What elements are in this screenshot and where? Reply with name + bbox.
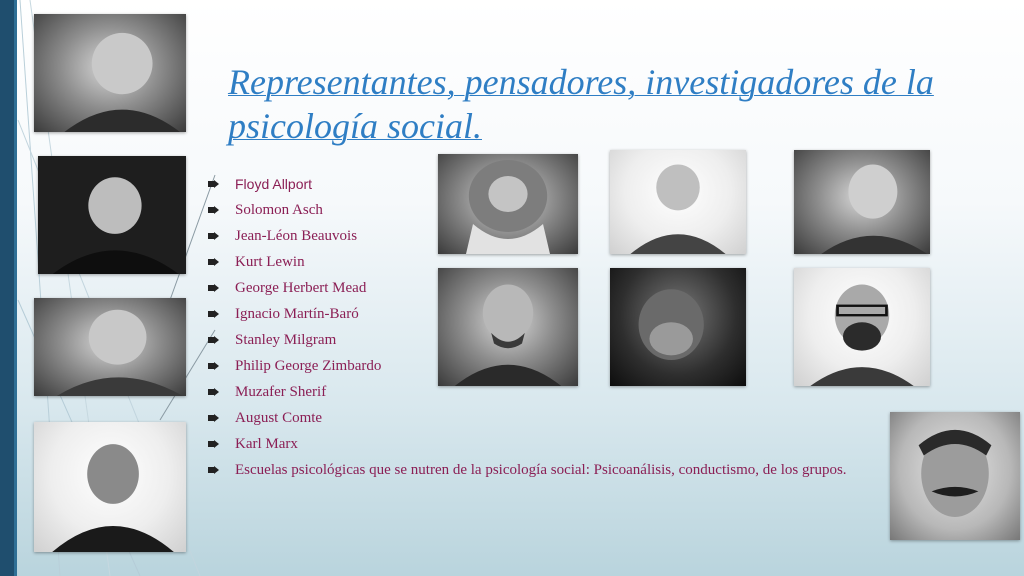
portrait-photo — [794, 150, 930, 254]
portrait-photo — [438, 268, 578, 386]
arrow-bullet-icon — [208, 258, 219, 266]
arrow-bullet-icon — [208, 284, 219, 292]
list-item-label: Escuelas psicológicas que se nutren de la psicología social: Psicoanálisis, conductismo, de los grupos. — [235, 461, 847, 478]
list-item — [208, 405, 847, 431]
portrait-photo — [38, 156, 186, 274]
arrow-bullet-icon — [208, 440, 219, 448]
arrow-bullet-icon — [208, 180, 219, 188]
arrow-bullet-icon — [208, 388, 219, 396]
arrow-bullet-icon — [208, 206, 219, 214]
list-item-label: Solomon Asch — [235, 201, 323, 218]
portrait-photo — [34, 298, 186, 396]
list-item-label: Floyd Allport — [235, 176, 313, 192]
portrait-photo — [610, 150, 746, 254]
portrait-photo — [610, 268, 746, 386]
list-item-label: Karl Marx — [235, 435, 298, 452]
arrow-bullet-icon — [208, 310, 219, 318]
portrait-photo — [794, 268, 930, 386]
list-item-label: Kurt Lewin — [235, 253, 305, 270]
list-item — [208, 431, 847, 457]
portrait-photo — [890, 412, 1020, 540]
list-item-label: Muzafer Sherif — [235, 383, 327, 400]
arrow-bullet-icon — [208, 336, 219, 344]
portrait-photo — [34, 14, 186, 132]
list-item-label: Ignacio Martín-Baró — [235, 305, 359, 322]
list-item-label: August Comte — [235, 409, 323, 426]
arrow-bullet-icon — [208, 414, 219, 422]
list-item-label: Philip George Zimbardo — [235, 357, 382, 374]
list-item-label: Stanley Milgram — [235, 331, 337, 348]
arrow-bullet-icon — [208, 466, 219, 474]
list-item-label: Jean-Léon Beauvois — [235, 227, 358, 244]
list-item-label: George Herbert Mead — [235, 279, 367, 296]
arrow-bullet-icon — [208, 362, 219, 370]
arrow-bullet-icon — [208, 232, 219, 240]
list-item — [208, 457, 847, 483]
slide-title: Representantes, pensadores, investigadores de la psicología social. — [228, 62, 934, 146]
portrait-photo — [34, 422, 186, 552]
portrait-photo — [438, 154, 578, 254]
